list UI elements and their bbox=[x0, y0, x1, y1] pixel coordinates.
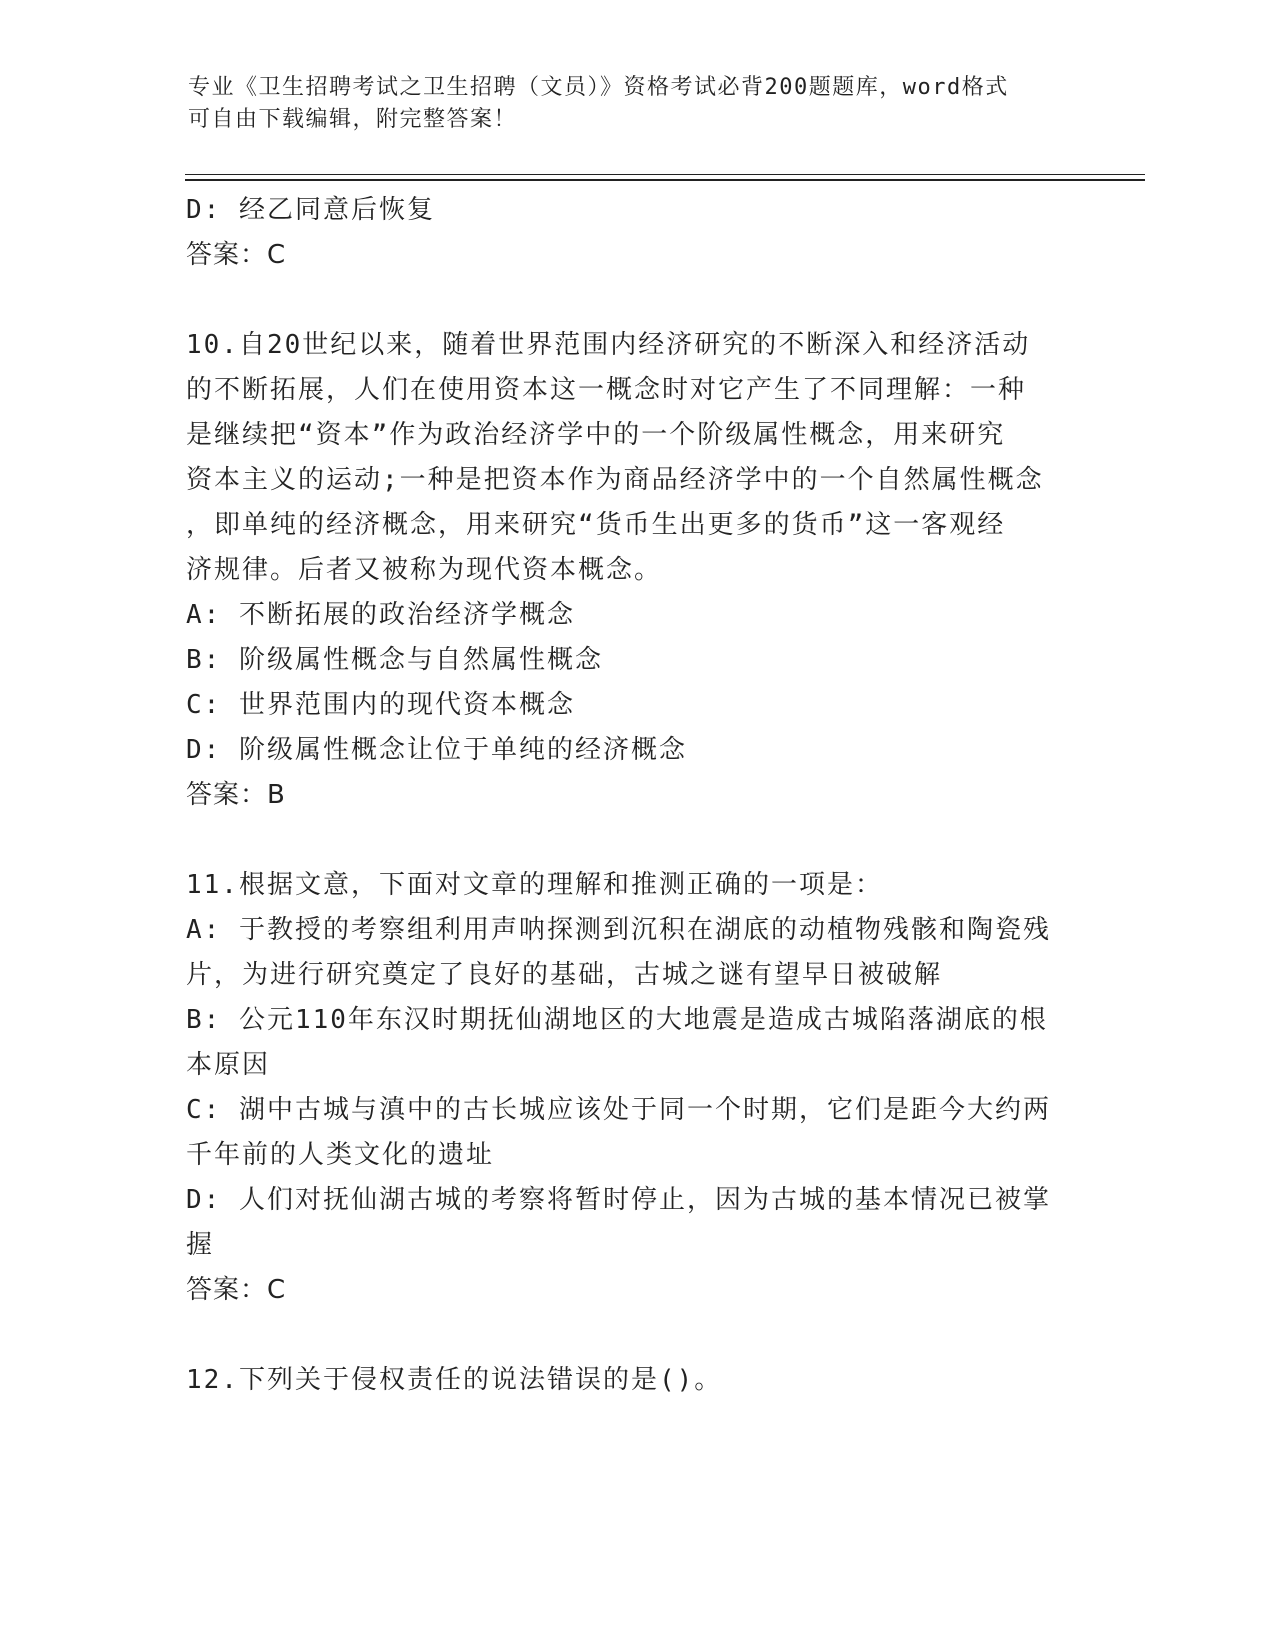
question-10-stem-line: 10.自20世纪以来，随着世界范围内经济研究的不断深入和经济活动 bbox=[186, 330, 1031, 360]
question-10-option-c: C: 世界范围内的现代资本概念 bbox=[186, 690, 575, 720]
question-10-stem-line: 济规律。后者又被称为现代资本概念。 bbox=[186, 555, 663, 585]
question-12-stem: 12.下列关于侵权责任的说法错误的是()。 bbox=[186, 1365, 723, 1395]
question-10-stem-line: 是继续把“资本”作为政治经济学中的一个阶级属性概念，用来研究 bbox=[186, 420, 1006, 450]
question-10-option-d: D: 阶级属性概念让位于单纯的经济概念 bbox=[186, 735, 687, 765]
question-10-option-b: B: 阶级属性概念与自然属性概念 bbox=[186, 645, 603, 675]
question-10 bbox=[186, 323, 1066, 818]
question-10-answer: 答案：B bbox=[186, 780, 286, 810]
question-11-option-a-line-2: 片，为进行研究奠定了良好的基础，古城之谜有望早日被破解 bbox=[186, 960, 943, 990]
question-11 bbox=[186, 863, 1066, 1313]
document-body bbox=[186, 188, 1066, 1403]
header-divider bbox=[185, 174, 1145, 181]
question-10-stem-line: 的不断拓展，人们在使用资本这一概念时对它产生了不同理解：一种 bbox=[186, 375, 1027, 405]
question-11-option-c-line-1: C: 湖中古城与滇中的古长城应该处于同一个时期，它们是距今大约两 bbox=[186, 1095, 1051, 1125]
question-11-stem: 11.根据文意，下面对文章的理解和推测正确的一项是： bbox=[186, 870, 883, 900]
header-title-line-1: 专业《卫生招聘考试之卫生招聘（文员）》资格考试必背200题题库，word格式 bbox=[188, 75, 1009, 100]
header-title-line-2: 可自由下载编辑，附完整答案！ bbox=[188, 107, 518, 132]
page-header bbox=[188, 72, 1068, 136]
spacer bbox=[186, 278, 1066, 323]
spacer bbox=[186, 818, 1066, 863]
spacer bbox=[186, 1313, 1066, 1358]
question-11-answer: 答案：C bbox=[186, 1275, 287, 1305]
question-12 bbox=[186, 1358, 1066, 1403]
question-11-option-d-line-1: D: 人们对抚仙湖古城的考察将暂时停止，因为古城的基本情况已被掌 bbox=[186, 1185, 1051, 1215]
question-11-option-b-line-1: B: 公元110年东汉时期抚仙湖地区的大地震是造成古城陷落湖底的根 bbox=[186, 1005, 1048, 1035]
question-10-stem-line: ，即单纯的经济概念，用来研究“货币生出更多的货币”这一客观经 bbox=[186, 510, 1006, 540]
question-10-option-a: A: 不断拓展的政治经济学概念 bbox=[186, 600, 575, 630]
question-11-option-d-line-2: 握 bbox=[186, 1230, 215, 1260]
question-11-option-a-line-1: A: 于教授的考察组利用声呐探测到沉积在湖底的动植物残骸和陶瓷残 bbox=[186, 915, 1051, 945]
prev-question-option-d: D: 经乙同意后恢复 bbox=[186, 195, 435, 225]
question-11-option-b-line-2: 本原因 bbox=[186, 1050, 271, 1080]
question-10-stem-line: 资本主义的运动;一种是把资本作为商品经济学中的一个自然属性概念 bbox=[186, 465, 1044, 495]
prev-question-answer: 答案：C bbox=[186, 240, 287, 270]
question-11-option-c-line-2: 千年前的人类文化的遗址 bbox=[186, 1140, 495, 1170]
